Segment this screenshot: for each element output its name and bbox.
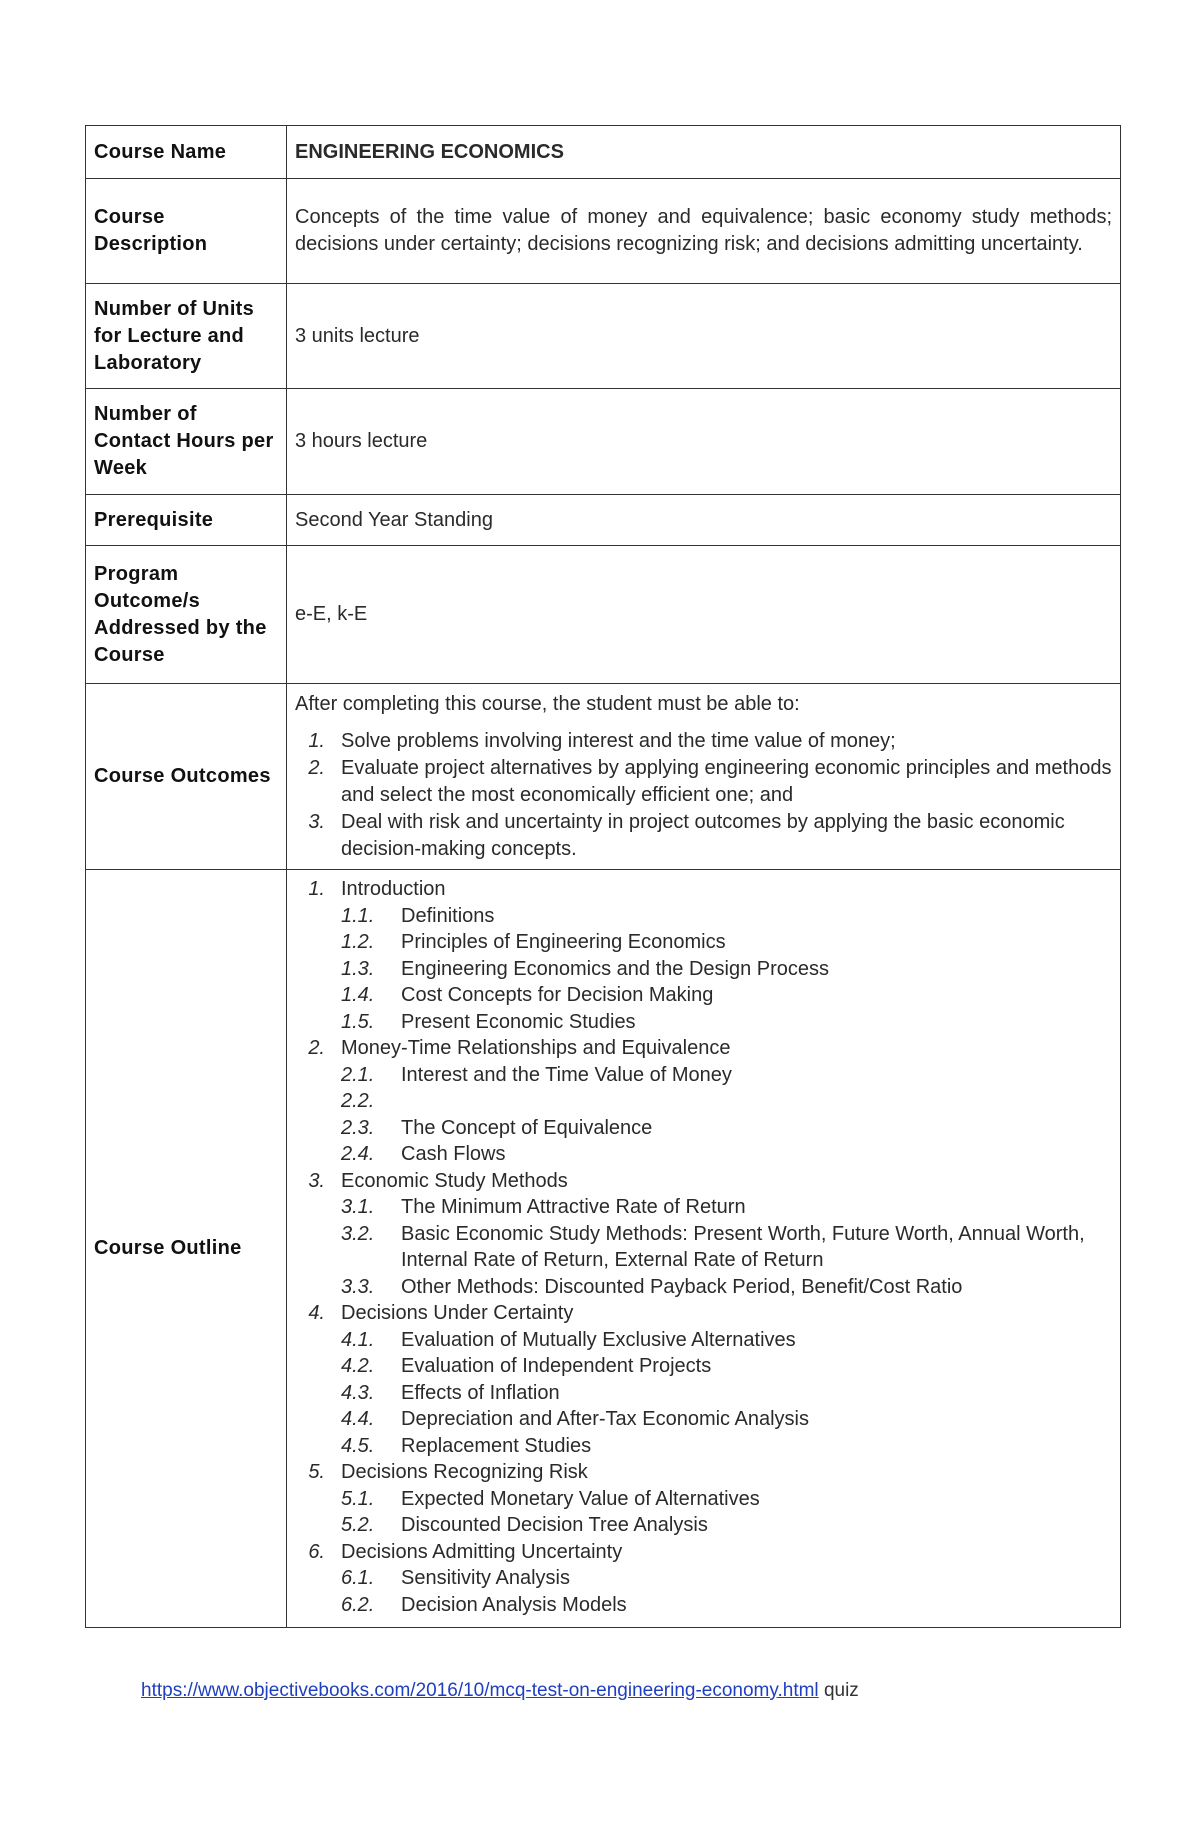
outline-subtopic-text: The Concept of Equivalence xyxy=(401,1116,653,1139)
list-item-number: 3. xyxy=(308,810,325,833)
outline-subtopic xyxy=(295,1088,1112,1115)
course-description-row xyxy=(86,179,1121,284)
quiz-link-suffix: quiz xyxy=(823,1680,859,1701)
outline-subtopic xyxy=(295,982,1112,1009)
outline-topic xyxy=(295,1459,1112,1486)
outline-topic xyxy=(295,1035,1112,1062)
outline-subtopic xyxy=(295,956,1112,983)
outline-subtopic-number: 6.1. xyxy=(341,1567,375,1589)
quiz-link[interactable]: https://www.objectivebooks.com/2016/10/mcq-test-on-engineering-economy.html xyxy=(141,1680,819,1701)
outline-subtopic-number: 1.2. xyxy=(341,931,375,953)
outline-subtopic-text: Interest and the Time Value of Money xyxy=(401,1063,732,1086)
outline-topic-number: 3. xyxy=(308,1169,325,1192)
contact-hours-value: 3 hours lecture xyxy=(287,389,1121,495)
units-row xyxy=(86,284,1121,389)
outline-subtopic-number: 5.2. xyxy=(341,1514,375,1536)
outline-subtopic xyxy=(295,1221,1112,1274)
outline-subtopic xyxy=(295,1141,1112,1168)
course-outcomes-label: Course Outcomes xyxy=(86,684,287,870)
outline-subtopic-number: 1.1. xyxy=(341,904,375,927)
outline-subtopic xyxy=(295,1433,1112,1460)
prerequisite-row xyxy=(86,495,1121,546)
outline-topic-number: 4. xyxy=(308,1302,325,1324)
outline-topic-number: 2. xyxy=(308,1037,325,1059)
outline-topic-text: Money-Time Relationships and Equivalence xyxy=(341,1037,731,1059)
list-item xyxy=(295,728,1112,755)
course-outline-row xyxy=(86,870,1121,1628)
contact-hours-label: Number of Contact Hours per Week xyxy=(86,389,287,495)
outline-topic-number: 6. xyxy=(308,1540,325,1563)
contact-hours-row xyxy=(86,389,1121,495)
outline-topic xyxy=(295,1300,1112,1327)
course-outline-label: Course Outline xyxy=(86,870,287,1628)
course-outline-list xyxy=(295,876,1112,1618)
outline-subtopic-text: Discounted Decision Tree Analysis xyxy=(401,1514,708,1536)
outline-subtopic-number: 2.3. xyxy=(341,1116,375,1139)
outline-subtopic xyxy=(295,1274,1112,1301)
program-outcomes-value: e-E, k-E xyxy=(287,546,1121,684)
outline-subtopic xyxy=(295,1062,1112,1089)
outline-subtopic xyxy=(295,1115,1112,1142)
outline-topic xyxy=(295,1168,1112,1195)
outline-subtopic-text: The Minimum Attractive Rate of Return xyxy=(401,1196,746,1218)
outline-subtopic-text: Cash Flows xyxy=(401,1143,506,1165)
units-label: Number of Units for Lecture and Laboratory xyxy=(86,284,287,389)
outline-subtopic-text xyxy=(385,1088,1112,1115)
outline-subtopic-text: Present Economic Studies xyxy=(401,1010,636,1033)
list-item-number: 2. xyxy=(308,756,325,779)
outline-topic-text: Economic Study Methods xyxy=(341,1169,568,1192)
course-description-value: Concepts of the time value of money and equivalence; basic economy study methods; decisions under certainty; decisions recognizing risk; and decisions admitting uncertainty. xyxy=(287,179,1121,284)
outline-subtopic xyxy=(295,1353,1112,1380)
outline-subtopic-number: 1.4. xyxy=(341,984,375,1006)
outline-topic xyxy=(295,1539,1112,1566)
outline-topic-text: Decisions Recognizing Risk xyxy=(341,1461,588,1483)
course-outcomes-intro: After completing this course, the student must be able to: xyxy=(295,692,800,715)
outline-subtopic-number: 4.2. xyxy=(341,1355,375,1377)
outline-subtopic-number: 3.2. xyxy=(341,1222,375,1245)
outline-topic xyxy=(295,876,1112,903)
outline-subtopic-number: 2.2. xyxy=(341,1090,375,1112)
outline-subtopic-text: Sensitivity Analysis xyxy=(401,1567,570,1589)
outline-subtopic-number: 1.5. xyxy=(341,1010,375,1033)
outline-subtopic-text: Principles of Engineering Economics xyxy=(401,931,726,953)
outline-subtopic xyxy=(295,903,1112,930)
outline-subtopic xyxy=(295,1380,1112,1407)
outline-subtopic-number: 4.3. xyxy=(341,1381,375,1404)
outline-topic-text: Decisions Admitting Uncertainty xyxy=(341,1540,623,1563)
outline-subtopic xyxy=(295,1406,1112,1433)
outline-subtopic-number: 4.5. xyxy=(341,1434,375,1457)
outline-subtopic xyxy=(295,1486,1112,1513)
course-outcomes-value xyxy=(287,684,1121,870)
outline-subtopic-text: Evaluation of Mutually Exclusive Alternatives xyxy=(401,1328,796,1351)
outline-subtopic-number: 2.1. xyxy=(341,1063,375,1086)
outline-subtopic-text: Expected Monetary Value of Alternatives xyxy=(401,1487,760,1510)
course-outline-value xyxy=(287,870,1121,1628)
outline-subtopic-number: 6.2. xyxy=(341,1593,375,1616)
outline-subtopic-number: 2.4. xyxy=(341,1143,375,1165)
outline-subtopic-text: Effects of Inflation xyxy=(401,1381,560,1404)
program-outcomes-label: Program Outcome/s Addressed by the Course xyxy=(86,546,287,684)
footer xyxy=(141,1680,859,1702)
outline-subtopic-text: Depreciation and After-Tax Economic Analysis xyxy=(401,1408,809,1430)
course-description-label: Course Description xyxy=(86,179,287,284)
outline-subtopic xyxy=(295,1194,1112,1221)
prerequisite-label: Prerequisite xyxy=(86,495,287,546)
outline-subtopic-number: 5.1. xyxy=(341,1487,375,1510)
list-item xyxy=(295,755,1112,809)
outline-subtopic-number: 3.3. xyxy=(341,1275,375,1298)
course-outcomes-list xyxy=(295,728,1112,863)
outline-subtopic xyxy=(295,1009,1112,1036)
outline-topic-number: 1. xyxy=(308,878,325,900)
outline-subtopic xyxy=(295,1565,1112,1592)
outline-subtopic-number: 4.1. xyxy=(341,1328,375,1351)
outline-subtopic-text: Engineering Economics and the Design Process xyxy=(401,957,830,980)
outline-topic-text: Introduction xyxy=(341,878,446,900)
course-outcomes-row xyxy=(86,684,1121,870)
outline-subtopic-text: Definitions xyxy=(401,904,495,927)
units-value: 3 units lecture xyxy=(287,284,1121,389)
outline-subtopic-text: Evaluation of Independent Projects xyxy=(401,1355,712,1377)
outline-subtopic-text: Basic Economic Study Methods: Present Worth, Future Worth, Annual Worth, Internal Rate of Return, External Rate of Return xyxy=(401,1222,1085,1271)
list-item-number: 1. xyxy=(308,729,325,752)
list-item-text: Evaluate project alternatives by applying engineering economic principles and methods and select the most economically efficient one; and xyxy=(341,756,1112,806)
outline-subtopic xyxy=(295,1327,1112,1354)
prerequisite-value: Second Year Standing xyxy=(287,495,1121,546)
outline-subtopic-text: Decision Analysis Models xyxy=(401,1593,627,1616)
list-item xyxy=(295,809,1112,863)
outline-subtopic-number: 4.4. xyxy=(341,1408,375,1430)
outline-subtopic-text: Cost Concepts for Decision Making xyxy=(401,984,714,1006)
outline-subtopic-number: 3.1. xyxy=(341,1196,375,1218)
syllabus-table xyxy=(85,125,1121,1628)
outline-subtopic xyxy=(295,1592,1112,1619)
course-name-row xyxy=(86,126,1121,179)
course-name-label: Course Name xyxy=(86,126,287,179)
program-outcomes-row xyxy=(86,546,1121,684)
outline-topic-text: Decisions Under Certainty xyxy=(341,1302,574,1324)
outline-subtopic-number: 1.3. xyxy=(341,957,375,980)
outline-topic-number: 5. xyxy=(308,1461,325,1483)
outline-subtopic xyxy=(295,929,1112,956)
course-name-value: ENGINEERING ECONOMICS xyxy=(287,126,1121,179)
outline-subtopic xyxy=(295,1512,1112,1539)
outline-subtopic-text: Replacement Studies xyxy=(401,1434,592,1457)
list-item-text: Solve problems involving interest and the time value of money; xyxy=(341,729,896,752)
list-item-text: Deal with risk and uncertainty in project outcomes by applying the basic economic decision-making concepts. xyxy=(341,810,1065,860)
outline-subtopic-text: Other Methods: Discounted Payback Period, Benefit/Cost Ratio xyxy=(401,1275,963,1298)
